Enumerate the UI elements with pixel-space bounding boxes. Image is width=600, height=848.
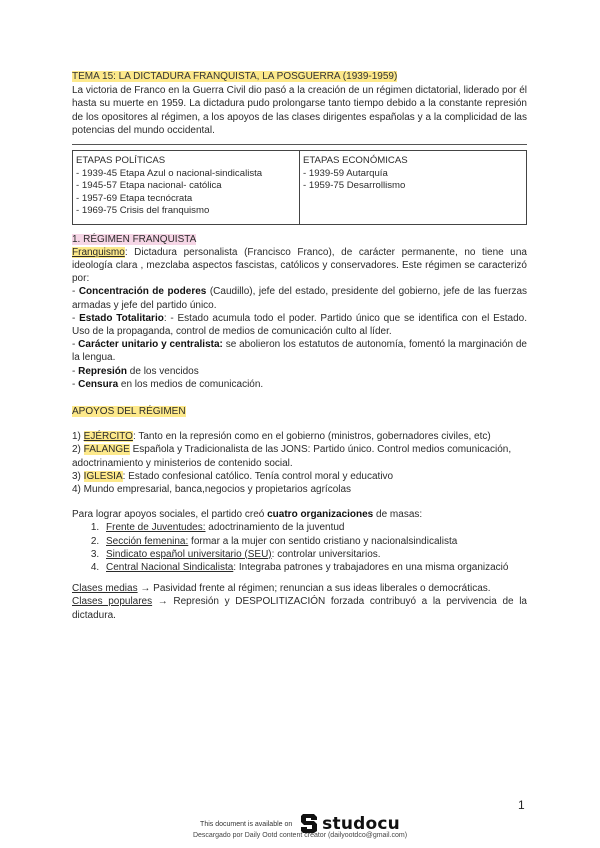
page-number: 1: [518, 798, 525, 812]
regimen-feature: - Carácter unitario y centralista: se abolieron los estatutos de autonomía, fomentó la marginación de la lengua.: [72, 339, 527, 364]
regimen-feature: - Censura en los medios de comunicación.: [72, 378, 264, 390]
downloaded-by-text: Descargado por Daily Ootd content creator (dailyootdco@gmail.com): [192, 832, 408, 839]
etapas-politicas-heading: ETAPAS POLÍTICAS: [76, 155, 166, 167]
studocu-brand: studocu: [322, 814, 400, 834]
etapa-politica-item: - 1957-69 Etapa tecnócrata: [76, 192, 193, 204]
apoyos-heading: APOYOS DEL RÉGIMEN: [72, 405, 186, 417]
etapa-economica-item: - 1939-59 Autarquía: [303, 167, 388, 179]
orgs-intro: Para lograr apoyos sociales, el partido creó cuatro organizaciones de masas:: [72, 509, 423, 521]
organization-item: 1. Frente de Juventudes: adoctrinamiento de la juventud: [102, 521, 527, 534]
etapas-table: [72, 150, 527, 225]
etapa-politica-item: - 1945-57 Etapa nacional- católica: [76, 180, 222, 192]
franquismo-term: Franquismo: [72, 246, 125, 258]
intro-paragraph: La victoria de Franco en la Guerra Civil dio pasó a la creación de un régimen dictatorial, liderado por él hasta su muerte en 1959. La dictadura pudo prolongarse tanto tiempo debido a la constante represión de los opositores al régimen, a los apoyos de las clases dirigentes españolas y a la complicidad de las potencias del mundo occidental.: [72, 85, 527, 136]
available-on-text: This document is available on: [200, 820, 293, 828]
organizations-list: [72, 521, 527, 574]
organization-item: 4. Central Nacional Sindicalista: Integraba patrones y trabajadores en una misma organizació: [102, 561, 527, 574]
clases-item: Clases medias → Pasividad frente al régimen; renuncian a sus ideas liberales o democráticas.: [72, 583, 491, 595]
etapa-politica-item: - 1939-45 Etapa Azul o nacional-sindicalista: [76, 167, 263, 179]
apoyo-item: 2) FALANGE Española y Tradicionalista de las JONS: Partido único. Control medios comunicación, adoctrinamiento y ministerios de contenido social.: [72, 444, 512, 469]
apoyo-item: 1) EJÉRCITO: Tanto en la represión como en el gobierno (ministros, gobernadores civiles, etc): [72, 431, 491, 443]
divider-line: [72, 144, 527, 145]
regimen-feature: - Represión de los vencidos: [72, 365, 199, 377]
clases-item: Clases populares → Represión y DESPOLITIZACIÓN forzada contribuyó a la pervivencia de la dictadura.: [72, 596, 527, 621]
apoyo-item: 4) Mundo empresarial, banca,negocios y propietarios agrícolas: [72, 483, 352, 495]
document-page: [72, 70, 527, 622]
apoyo-item: 3) IGLESIA: Estado confesional católico. Tenía control moral y educativo: [72, 470, 394, 482]
regimen-feature: - Estado Totalitario: - Estado acumula todo el poder. Partido único que se identifica con el Estado. Uso de la propaganda, control de medios de comunicación culto al líder.: [72, 312, 528, 337]
regimen-heading: 1. RÉGIMEN FRANQUISTA: [72, 233, 197, 245]
etapas-economicas-cell: [300, 151, 527, 225]
etapa-politica-item: - 1969-75 Crisis del franquismo: [76, 205, 210, 217]
etapas-economicas-heading: ETAPAS ECONÓMICAS: [303, 155, 408, 167]
etapa-economica-item: - 1959-75 Desarrollismo: [303, 180, 406, 192]
organization-item: 3. Sindicato español universitario (SEU): controlar universitarios.: [102, 548, 527, 561]
regimen-feature: - Concentración de poderes (Caudillo), jefe del estado, presidente del gobierno, jefe de las fuerzas armadas y jefe del partido único.: [72, 286, 528, 311]
franquismo-paragraph: Franquismo: Dictadura personalista (Francisco Franco), de carácter permanente, no tiene una ideología clara , mezclaba aspectos fascistas, católicos y conservadores. Este régimen se caracterizó por:: [72, 246, 527, 285]
organization-item: 2. Sección femenina: formar a la mujer con sentido cristiano y nacionalsindicalista: [102, 535, 527, 548]
etapas-politicas-cell: [73, 151, 300, 225]
document-title: TEMA 15: LA DICTADURA FRANQUISTA, LA POSGUERRA (1939-1959): [72, 71, 398, 82]
